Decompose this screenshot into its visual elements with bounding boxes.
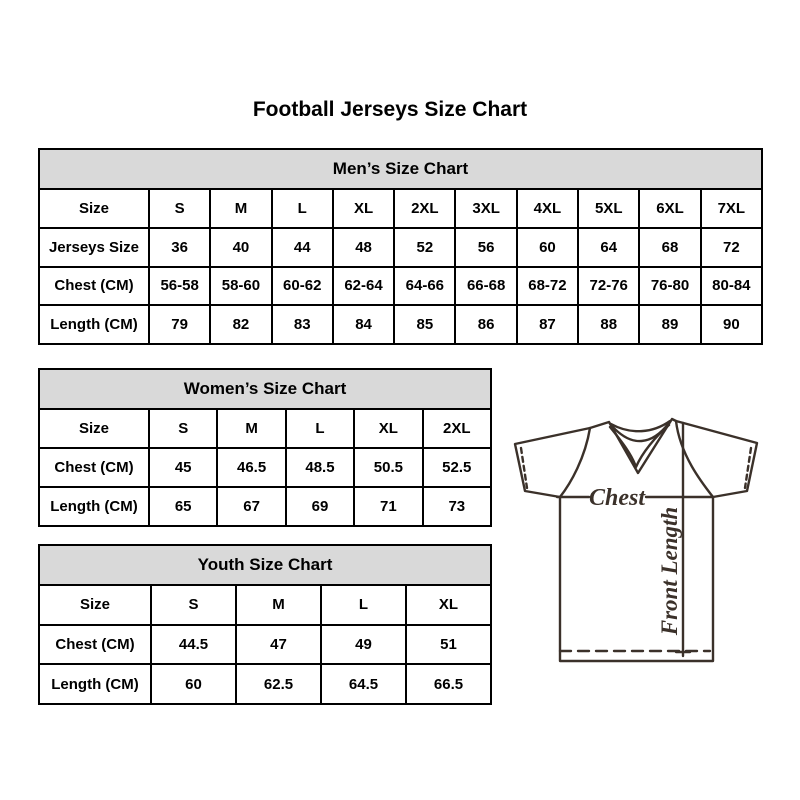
row-label: Size: [39, 585, 151, 625]
cell: 65: [149, 487, 217, 526]
cell: 72-76: [578, 267, 639, 306]
cell: 36: [149, 228, 210, 267]
cell: 2XL: [394, 189, 455, 228]
cell: 88: [578, 305, 639, 344]
cell: 86: [455, 305, 516, 344]
cell: XL: [354, 409, 422, 448]
cell: 45: [149, 448, 217, 487]
cell: L: [321, 585, 406, 625]
cell: S: [149, 409, 217, 448]
cell: 87: [517, 305, 578, 344]
table-row: [39, 228, 762, 267]
table-section-header: [39, 369, 491, 409]
cell: 2XL: [423, 409, 491, 448]
collar-back-curve-1: [611, 421, 670, 431]
cell: 67: [217, 487, 285, 526]
cell: 52.5: [423, 448, 491, 487]
cell: 73: [423, 487, 491, 526]
jersey-outline: [515, 419, 757, 661]
table-row: [39, 585, 491, 625]
cell: 76-80: [639, 267, 700, 306]
cell: 66-68: [455, 267, 516, 306]
table-row: [39, 664, 491, 704]
cell: 66.5: [406, 664, 491, 704]
table-row: [39, 448, 491, 487]
table-row: [39, 487, 491, 526]
cell: 4XL: [517, 189, 578, 228]
cell: 40: [210, 228, 271, 267]
cell: XL: [406, 585, 491, 625]
cell: 7XL: [701, 189, 762, 228]
page-title: Football Jerseys Size Chart: [252, 98, 528, 121]
table-row: [39, 305, 762, 344]
cell: L: [286, 409, 354, 448]
cell: 56: [455, 228, 516, 267]
cell: 62.5: [236, 664, 321, 704]
row-label: Chest (CM): [39, 267, 149, 306]
chest-label: Chest: [588, 485, 646, 511]
cell: 6XL: [639, 189, 700, 228]
table-row: [39, 625, 491, 665]
cell: 48.5: [286, 448, 354, 487]
cell: 58-60: [210, 267, 271, 306]
row-label: Jerseys Size: [39, 228, 149, 267]
cell: 69: [286, 487, 354, 526]
cell: 90: [701, 305, 762, 344]
front-length-label: Front Length: [657, 506, 682, 636]
row-label: Size: [39, 189, 149, 228]
youth-size-table: [38, 544, 492, 705]
row-label: Size: [39, 409, 149, 448]
cell: 3XL: [455, 189, 516, 228]
cell: 84: [333, 305, 394, 344]
cell: 44.5: [151, 625, 236, 665]
cell: 64: [578, 228, 639, 267]
jersey-sketch: [505, 413, 765, 668]
cell: 46.5: [217, 448, 285, 487]
row-label: Chest (CM): [39, 448, 149, 487]
mens-size-table: [38, 148, 763, 345]
cell: 83: [272, 305, 333, 344]
cell: 82: [210, 305, 271, 344]
jersey-measurement-diagram: [505, 413, 765, 668]
right-sleeve-seam: [676, 421, 713, 497]
cell: 51: [406, 625, 491, 665]
womens-table-title: Women’s Size Chart: [39, 369, 491, 409]
cell: 68: [639, 228, 700, 267]
table-row: [39, 189, 762, 228]
cell: 5XL: [578, 189, 639, 228]
cell: 64.5: [321, 664, 406, 704]
row-label: Length (CM): [39, 664, 151, 704]
womens-size-table: [38, 368, 492, 527]
cell: M: [236, 585, 321, 625]
cell: L: [272, 189, 333, 228]
cell: 48: [333, 228, 394, 267]
cell: M: [217, 409, 285, 448]
cell: 47: [236, 625, 321, 665]
cell: 50.5: [354, 448, 422, 487]
row-label: Length (CM): [39, 305, 149, 344]
row-label: Chest (CM): [39, 625, 151, 665]
cell: 60: [517, 228, 578, 267]
mens-table-title: Men’s Size Chart: [39, 149, 762, 189]
cell: 89: [639, 305, 700, 344]
cell: S: [151, 585, 236, 625]
cell: 68-72: [517, 267, 578, 306]
cell: M: [210, 189, 271, 228]
table-row: [39, 409, 491, 448]
cell: 60-62: [272, 267, 333, 306]
cell: 64-66: [394, 267, 455, 306]
table-section-header: [39, 545, 491, 585]
cell: 56-58: [149, 267, 210, 306]
cell: 62-64: [333, 267, 394, 306]
left-sleeve-seam: [560, 428, 590, 497]
youth-table-title: Youth Size Chart: [39, 545, 491, 585]
cell: 85: [394, 305, 455, 344]
cell: 80-84: [701, 267, 762, 306]
cell: 72: [701, 228, 762, 267]
cell: S: [149, 189, 210, 228]
cell: XL: [333, 189, 394, 228]
table-row: [39, 267, 762, 306]
table-section-header: [39, 149, 762, 189]
cell: 52: [394, 228, 455, 267]
cell: 60: [151, 664, 236, 704]
cell: 49: [321, 625, 406, 665]
row-label: Length (CM): [39, 487, 149, 526]
cell: 79: [149, 305, 210, 344]
cell: 44: [272, 228, 333, 267]
cell: 71: [354, 487, 422, 526]
